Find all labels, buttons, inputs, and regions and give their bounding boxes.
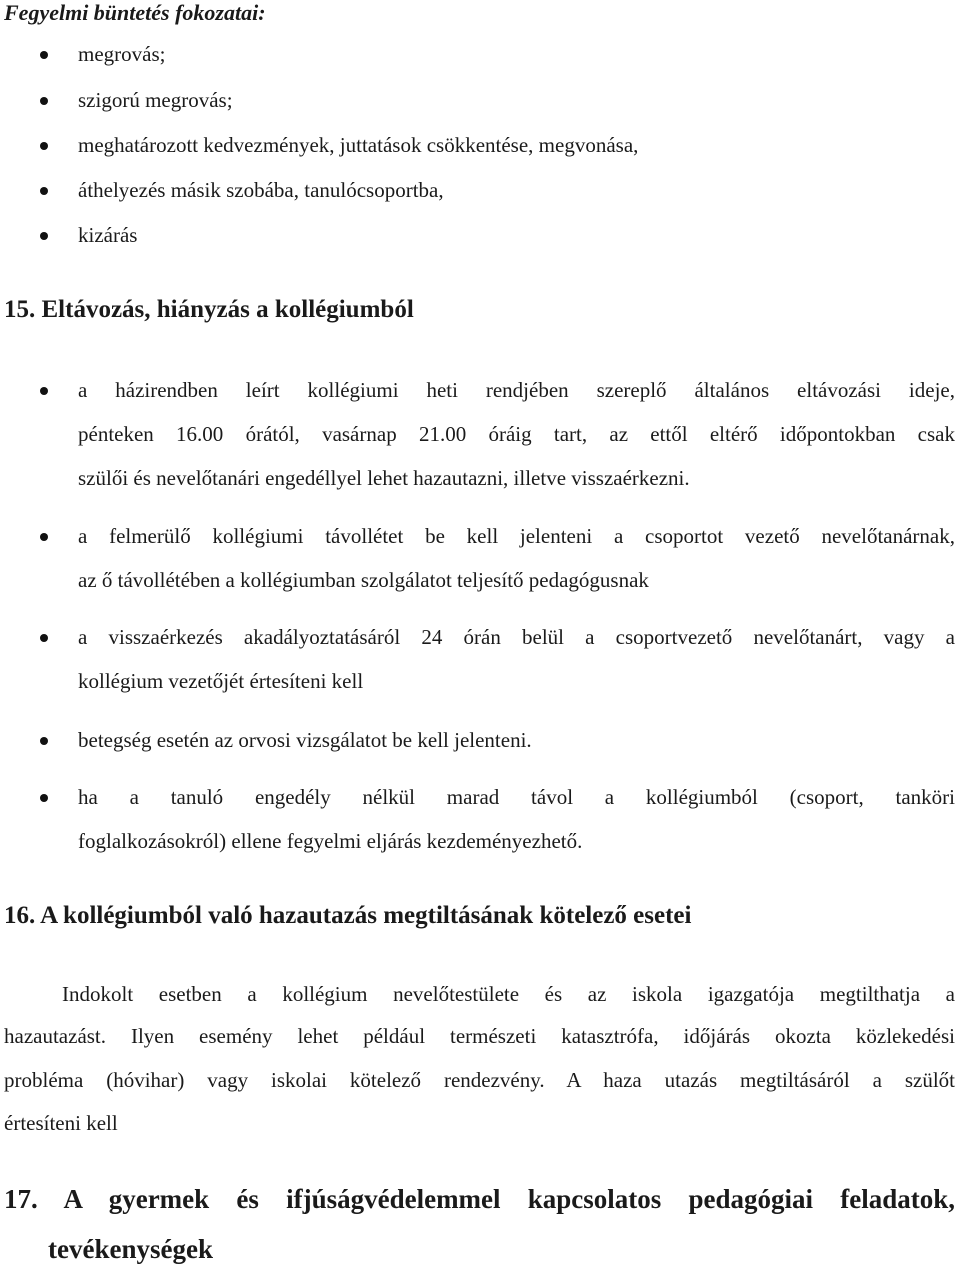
list-item-text: a felmerülő kollégiumi távollétet be kell jelenteni a csoportot vezető nevelőtanárnak,	[78, 524, 955, 548]
bullet-icon	[40, 142, 48, 150]
paragraph-line: Indokolt esetben a kollégium nevelőtestülete és az iskola igazgatója megtilthatja a	[62, 982, 955, 1006]
paragraph-line: probléma (hóvihar) vagy iskolai kötelező rendezvény. A haza utazás megtiltásáról a szülőt	[4, 1068, 955, 1092]
list-item-text: szülői és nevelőtanári engedéllyel lehet hazautazni, illetve visszaérkezni.	[78, 466, 690, 490]
list-item-text: a házirendben leírt kollégiumi heti rendjében szereplő általános eltávozási ideje,	[78, 378, 955, 402]
section-16-heading: 16. A kollégiumból való hazautazás megtiltásának kötelező esetei	[4, 902, 692, 929]
bullet-icon	[40, 387, 48, 395]
bullet-icon	[40, 533, 48, 541]
section-15-heading: 15. Eltávozás, hiányzás a kollégiumból	[4, 296, 414, 323]
bullet-icon	[40, 737, 48, 745]
bullet-icon	[40, 634, 48, 642]
list-item-text: kizárás	[78, 223, 138, 247]
list-item-text: az ő távollétében a kollégiumban szolgálatot teljesítő pedagógusnak	[78, 568, 649, 592]
list-item-text: a visszaérkezés akadályoztatásáról 24 órán belül a csoportvezető nevelőtanárt, vagy a	[78, 625, 955, 649]
section-17-heading-line1: 17. A gyermek és ifjúságvédelemmel kapcsolatos pedagógiai feladatok,	[4, 1184, 955, 1214]
bullet-icon	[40, 794, 48, 802]
list-item-text: foglalkozásokról) ellene fegyelmi eljárás kezdeményezhető.	[78, 829, 583, 853]
bullet-icon	[40, 97, 48, 105]
list-item-text: ha a tanuló engedély nélkül marad távol a kollégiumból (csoport, tanköri	[78, 785, 955, 809]
list-item-text: megrovás;	[78, 42, 166, 66]
list-item-text: áthelyezés másik szobába, tanulócsoportba,	[78, 178, 444, 202]
section-17-heading-line2: tevékenységek	[48, 1234, 213, 1264]
paragraph-line: hazautazást. Ilyen esemény lehet például természeti katasztrófa, időjárás okozta közlekedési	[4, 1024, 955, 1048]
penalties-heading: Fegyelmi büntetés fokozatai:	[4, 0, 266, 25]
bullet-icon	[40, 187, 48, 195]
bullet-icon	[40, 51, 48, 59]
list-item-text: meghatározott kedvezmények, juttatások csökkentése, megvonása,	[78, 133, 639, 157]
list-item-text: betegség esetén az orvosi vizsgálatot be kell jelenteni.	[78, 728, 532, 752]
list-item-text: kollégium vezetőjét értesíteni kell	[78, 669, 364, 693]
list-item-text: szigorú megrovás;	[78, 88, 233, 112]
paragraph-line: értesíteni kell	[4, 1111, 118, 1135]
list-item-text: pénteken 16.00 órától, vasárnap 21.00 óráig tart, az ettől eltérő időpontokban csak	[78, 422, 955, 446]
bullet-icon	[40, 232, 48, 240]
